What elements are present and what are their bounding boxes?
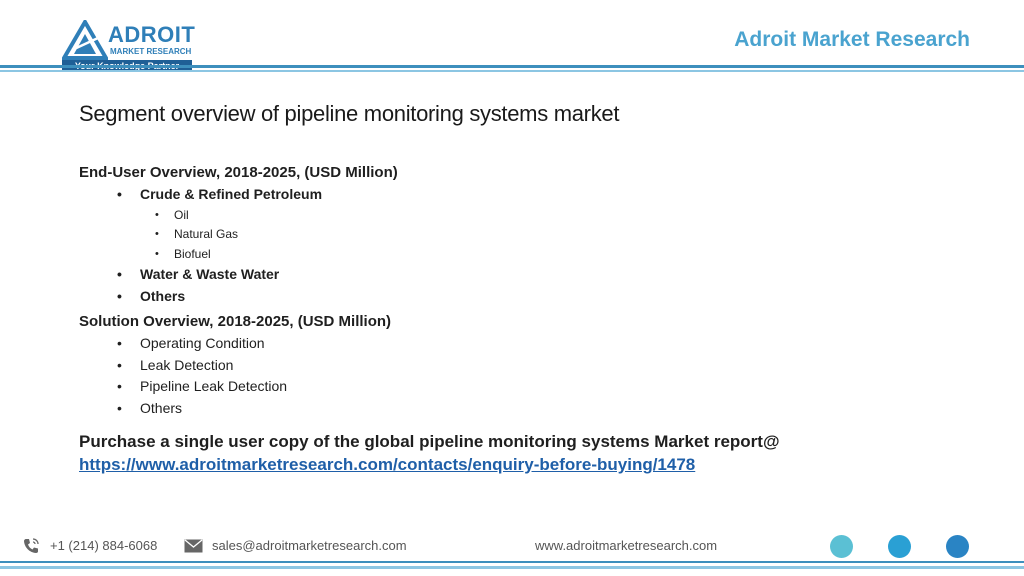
- header-brand: Adroit Market Research: [734, 28, 970, 51]
- sub-list-item: • Oil: [79, 206, 959, 226]
- phone-icon: [22, 537, 40, 555]
- section-heading-end-user: End-User Overview, 2018-2025, (USD Million): [79, 164, 398, 181]
- sub-list-item: • Natural Gas: [79, 225, 959, 245]
- sub-list-item: • Biofuel: [79, 245, 959, 265]
- footer-website: www.adroitmarketresearch.com: [535, 538, 718, 553]
- logo-name: ADROIT: [108, 22, 196, 47]
- header-divider: [0, 65, 1024, 68]
- decorative-dot: [888, 535, 911, 558]
- footer-divider-light: [0, 566, 1024, 569]
- solution-list: [79, 333, 959, 419]
- list-item: • Water & Waste Water: [79, 264, 959, 286]
- list-item: • Pipeline Leak Detection: [79, 376, 959, 398]
- section-heading-solution: Solution Overview, 2018-2025, (USD Million): [79, 313, 392, 330]
- purchase-block: [79, 430, 979, 476]
- email-icon: [184, 539, 203, 553]
- footer-phone: +1 (214) 884-6068: [50, 538, 158, 553]
- logo-subtitle: MARKET RESEARCH: [110, 47, 192, 56]
- list-item: • Crude & Refined Petroleum: [79, 184, 959, 206]
- footer-divider: [0, 561, 1024, 563]
- end-user-list: [79, 184, 959, 307]
- header-divider-light: [0, 70, 1024, 72]
- list-item: • Others: [79, 398, 959, 420]
- footer-email: sales@adroitmarketresearch.com: [212, 538, 407, 553]
- list-item: • Others: [79, 286, 959, 308]
- slide-content: [79, 162, 959, 419]
- slide-title: Segment overview of pipeline monitoring systems market: [79, 101, 620, 126]
- purchase-text: Purchase a single user copy of the global pipeline monitoring systems Market report@: [79, 432, 780, 451]
- logo-triangle-icon: [62, 20, 108, 60]
- list-item: • Operating Condition: [79, 333, 959, 355]
- decorative-dot: [946, 535, 969, 558]
- list-item: • Leak Detection: [79, 355, 959, 377]
- decorative-dot: [830, 535, 853, 558]
- purchase-link[interactable]: https://www.adroitmarketresearch.com/contacts/enquiry-before-buying/1478: [79, 455, 696, 474]
